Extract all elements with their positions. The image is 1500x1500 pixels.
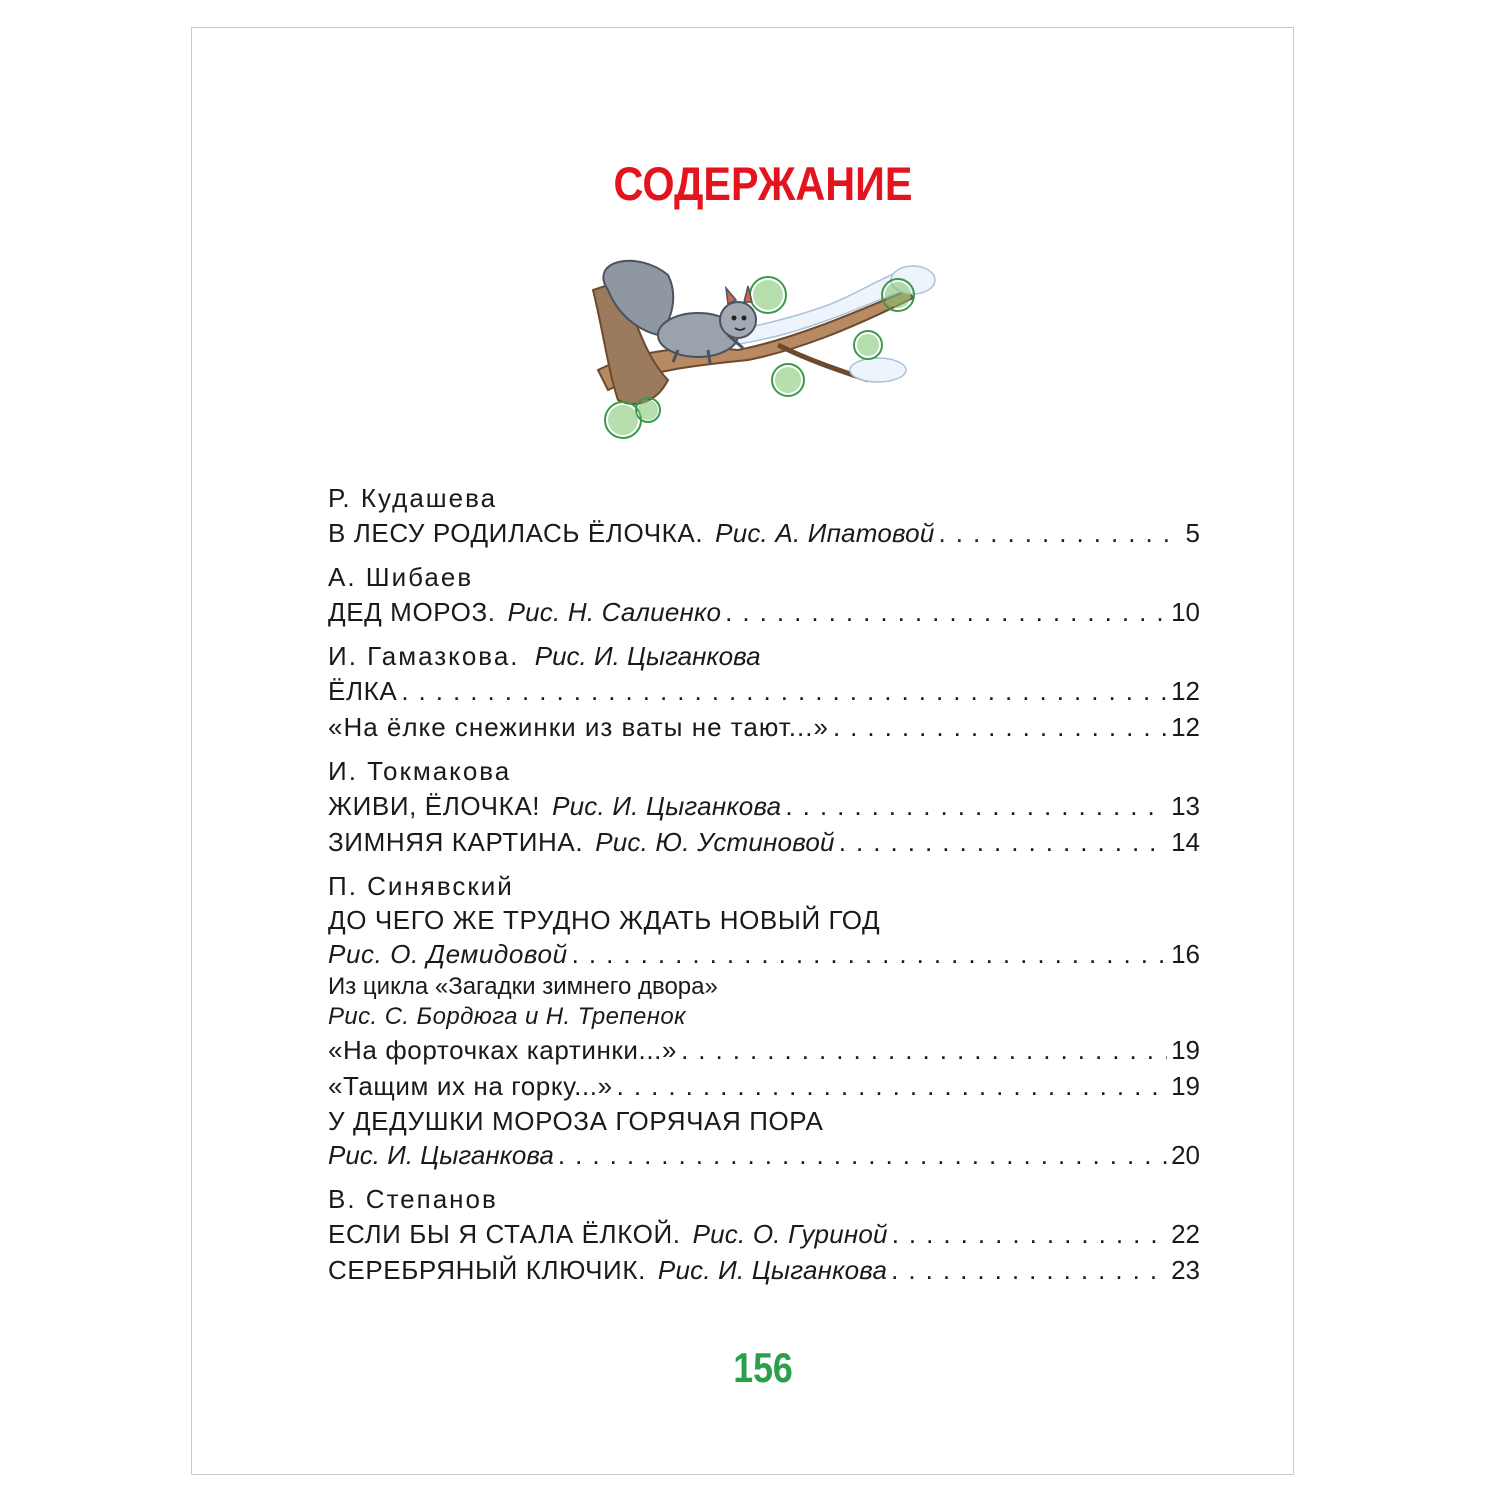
entry-page: 12 (1171, 676, 1200, 706)
author-name: И. Гамазкова. (328, 641, 520, 671)
dot-leader (892, 1216, 1167, 1252)
entry-title: ЗИМНЯЯ КАРТИНА. (328, 827, 584, 857)
entry-title: ЕСЛИ БЫ Я СТАЛА ЁЛКОЙ. (328, 1219, 681, 1249)
toc-entry[interactable] (328, 1216, 1200, 1252)
toc-entry[interactable] (328, 515, 1200, 551)
toc-group (328, 869, 1200, 1173)
entry-illustrator: Рис. И. Цыганкова (328, 1140, 554, 1170)
author-name: П. Синявский (328, 871, 514, 901)
entry-title: «На ёлке снежинки из ваты не тают...» (328, 712, 829, 742)
dot-leader (681, 1032, 1167, 1068)
dot-leader (617, 1068, 1167, 1104)
toc-group (328, 754, 1200, 860)
author-name: И. Токмакова (328, 756, 512, 786)
page-title: СОДЕРЖАНИЕ (613, 157, 913, 210)
dot-leader (401, 673, 1167, 709)
author-name: Р. Кудашева (328, 483, 498, 513)
entry-illustrator: Рис. О. Демидовой (328, 939, 568, 969)
toc-entry[interactable] (328, 1068, 1200, 1104)
entry-page: 12 (1171, 712, 1200, 742)
entry-illustrator: Рис. И. Цыганкова (657, 1255, 888, 1285)
entry-title[interactable]: У ДЕДУШКИ МОРОЗА ГОРЯЧАЯ ПОРА (328, 1106, 824, 1136)
entry-title[interactable]: ДО ЧЕГО ЖЕ ТРУДНО ЖДАТЬ НОВЫЙ ГОД (328, 905, 881, 935)
author-illustrator: Рис. И. Цыганкова (534, 641, 761, 671)
entry-illustrator: Рис. А. Ипатовой (715, 518, 935, 548)
entry-page: 5 (1185, 518, 1200, 548)
toc-group (328, 481, 1200, 551)
page-number: 156 (733, 1344, 793, 1391)
squirrel-illustration (578, 250, 938, 460)
toc-entry[interactable] (328, 824, 1200, 860)
toc-entry[interactable] (328, 788, 1200, 824)
author-name: В. Степанов (328, 1184, 498, 1214)
entry-page: 13 (1171, 791, 1200, 821)
toc-entry[interactable] (328, 1032, 1200, 1068)
entry-page: 10 (1171, 597, 1200, 627)
entry-illustrator: Рис. О. Гуриной (692, 1219, 888, 1249)
entry-illustrator: Рис. И. Цыганкова (552, 791, 782, 821)
entry-title: «Тащим их на горку...» (328, 1071, 613, 1101)
toc-group (328, 560, 1200, 630)
entry-page: 14 (1171, 827, 1200, 857)
entry-page: 22 (1171, 1219, 1200, 1249)
entry-title: ЖИВИ, ЁЛОЧКА! (328, 791, 541, 821)
toc-entry[interactable] (328, 594, 1200, 630)
dot-leader (839, 824, 1167, 860)
dot-leader (572, 936, 1167, 972)
entry-illustrator: Рис. Ю. Устиновой (595, 827, 835, 857)
entry-title: ДЕД МОРОЗ. (328, 597, 496, 627)
cycle-illustrator: Рис. С. Бордюга и Н. Трепенок (328, 1003, 686, 1030)
entry-title: «На форточках картинки...» (328, 1035, 678, 1065)
entry-page: 20 (1171, 1140, 1200, 1170)
toc-entry[interactable] (328, 1252, 1200, 1288)
table-of-contents (328, 481, 1200, 1297)
dot-leader (833, 709, 1167, 745)
dot-leader (939, 515, 1182, 551)
dot-leader (891, 1252, 1167, 1288)
author-line (328, 639, 1200, 673)
toc-entry[interactable] (328, 936, 1200, 972)
entry-title: СЕРЕБРЯНЫЙ КЛЮЧИК. (328, 1255, 646, 1285)
entry-page: 23 (1171, 1255, 1200, 1285)
entry-page: 19 (1171, 1035, 1200, 1065)
entry-page: 19 (1171, 1071, 1200, 1101)
dot-leader (785, 788, 1167, 824)
dot-leader (725, 594, 1167, 630)
toc-group (328, 639, 1200, 745)
toc-entry[interactable] (328, 1137, 1200, 1173)
dot-leader (558, 1137, 1167, 1173)
cycle-name: Из цикла «Загадки зимнего двора» (328, 973, 718, 1000)
toc-group (328, 1182, 1200, 1288)
toc-entry[interactable] (328, 709, 1200, 745)
toc-entry[interactable] (328, 673, 1200, 709)
entry-title: В ЛЕСУ РОДИЛАСЬ ЁЛОЧКА. (328, 518, 704, 548)
entry-title: ЁЛКА (328, 676, 398, 706)
author-name: А. Шибаев (328, 562, 474, 592)
entry-page: 16 (1171, 939, 1200, 969)
entry-illustrator: Рис. Н. Салиенко (507, 597, 722, 627)
